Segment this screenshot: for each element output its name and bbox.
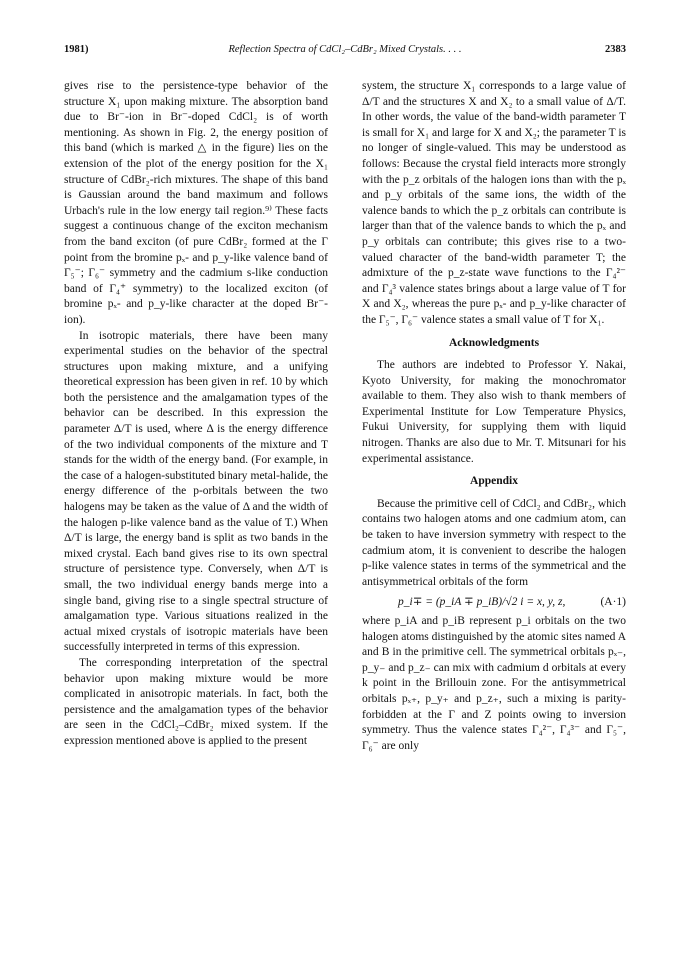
paragraph-isotropic: In isotropic materials, there have been many experimental studies on the behavior of the spectral structures upon making mixture, and a unifying theoretical expression has been given in ref. 10 by which both the persistence and the amalgamation types of the behavior can be described. In this expression the parameter Δ/T is used, where Δ is the energy difference of the two individual components of the mixture and T stands for the width of the energy band. (For example, in the case of a halogen-substituted binary metal-halide, the energy difference of the p-orbitals between the two halogens may be taken as the value of Δ and the width of the halogen p-like valence band as the value of T.) When Δ/T is large, the energy band is split as two bands in the mixed crystal. Each band gives rise to its own spectral structure of persistence type. Conversely, when Δ/T is small, the two individual energy bands merge into a single band, giving rise to a single spectral structure of amalgamation type. Various situations realized in the actual mixed crystals of isotropic materials have been successfully interpreted in terms of this expression. <box>64 329 328 654</box>
page-number: 2383 <box>605 44 626 55</box>
equation-a1 <box>362 595 626 611</box>
paragraph-continuation: system, the structure X₁ corresponds to a large value of Δ/T and the structures X and X₂ to a small value of Δ/T. In other words, the value of the band-width parameter T is small for X₁ and large for X and X₂; the parameter T is no longer of single-valued. This may be understood as follows: Because the crystal field interacts more strongly with the p_z orbitals of the halogen ions than with the pₓ and p_y orbitals of the same ions, the width of the valence bands to which the p_z orbitals can contribute is larger than that of the valence bands to which the pₓ and p_y orbitals can contribute; this gives rise to a two-valued character of the band-width parameter T; the admixture of the p_z-state wave functions to the Γ₄²⁻ and Γ₄³ valence states brings about a large value of T for X and X₂, whereas the pure pₓ- and p_y-like character of the Γ₅⁻, Γ₆⁻ valence states a small value of T for X₁. <box>362 80 626 326</box>
right-column <box>362 79 626 754</box>
header-title: Reflection Spectra of CdCl₂–CdBr₂ Mixed Crystals. . . . <box>228 44 462 55</box>
appendix-paragraph-2: where p_iA and p_iB represent p_i orbitals on the two halogen atoms distinguished by the atomic sites named A and B in the primitive cell. The symmetrical orbitals pₓ₋, p_y₋ and p_z₋ can mix with cadmium d orbitals at every k point in the Brillouin zone. For the antisymmetrical orbitals pₓ₊, p_y₊ and p_z₊, such a mixing is parity-forbidden at the Γ and Z points owing to inversion symmetry. Thus the valence states Γ₄²⁻, Γ₄³⁻ and Γ₅⁻, Γ₆⁻ are only <box>362 615 626 752</box>
equation-body: p_i∓ = (p_iA ∓ p_iB)/√2 i = x, y, z, <box>398 596 566 609</box>
appendix-paragraph-1: Because the primitive cell of CdCl₂ and CdBr₂, which contains two halogen atoms and one cadmium atom, can be taken to have inversion symmetry with respect to the cadmium atom, it is convenient to describe the halogen p-like valence states in terms of the symmetrical and the antisymmetrical orbitals of the form <box>362 497 626 588</box>
acknowledgments-text: The authors are indebted to Professor Y. Nakai, Kyoto University, for making the monochromator available to them. They also wish to thank members of Experimental Institute for Low Temperature Physics, Fukui University, for supplying them with liquid nitrogen. Thanks are also due to Mr. T. Mitsunari for his experimental assistance. <box>362 359 626 465</box>
running-header <box>64 44 626 60</box>
left-column <box>64 79 328 750</box>
acknowledgments-heading: Acknowledgments <box>448 336 540 349</box>
header-year: 1981) <box>64 44 89 55</box>
equation-number: (A·1) <box>600 596 626 609</box>
paragraph-exciton: gives rise to the persistence-type behavior of the structure X₁ upon making mixture. The absorption band due to Br⁻-ion in Br⁻-doped CdCl₂ is of worth mentioning. As shown in Fig. 2, the energy position of this band (which is marked △ in the figure) lies on the extension of the plot of the energy position for the X₁ structure of CdBr₂-rich mixtures. The shape of this band is Gaussian around the band maximum and follows Urbach's rule in the low energy tail region.⁹⁾ These facts suggest a continuous change of the exciton mechanism from the band exciton (of pure CdBr₂ formed at the Γ point from the bromine pₓ- and p_y-like valence band of Γ₅⁻; Γ₆⁻ symmetry and the cadmium s-like conduction band of Γ₄⁺ symmetry) to the localized exciton (of bromine pₓ- and p_y-like character at the doped Br⁻-ion). <box>64 80 328 326</box>
appendix-heading: Appendix <box>470 475 518 488</box>
paragraph-anisotropic: The corresponding interpretation of the spectral behavior upon making mixture would be more complicated in anisotropic materials. In fact, both the persistence and the amalgamation types of the behavior are seen in the CdCl₂–CdBr₂ mixed system. If the expression mentioned above is applied to the present <box>64 656 328 747</box>
